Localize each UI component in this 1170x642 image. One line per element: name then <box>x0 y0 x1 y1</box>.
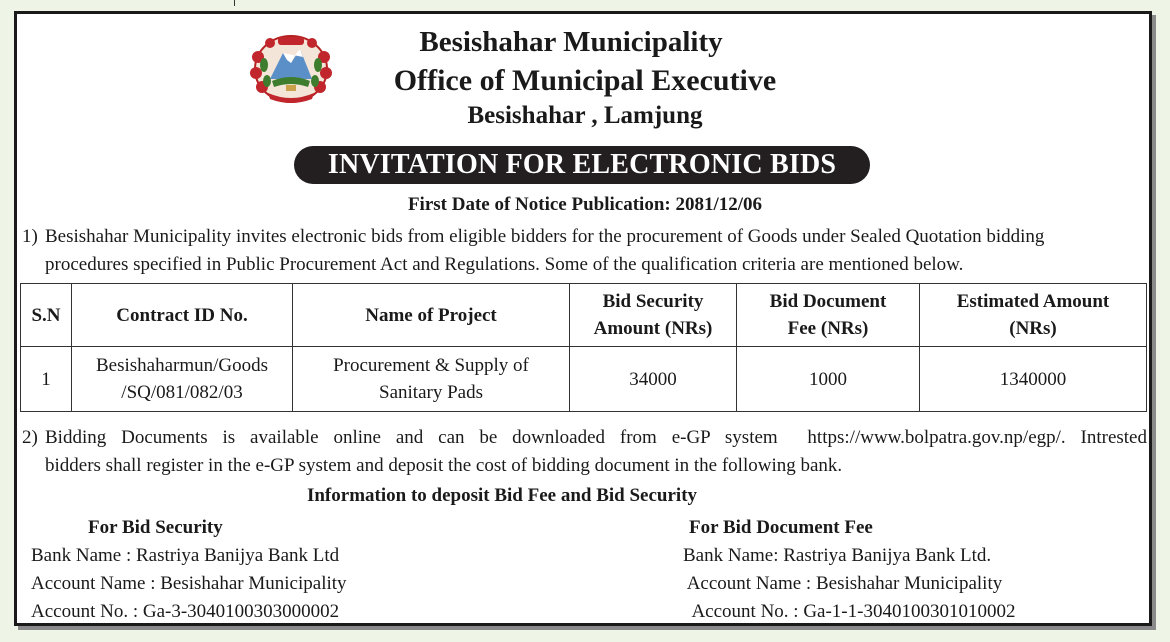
paragraph-1-line-2: procedures specified in Public Procurement Act and Regulations. Some of the qualification criteria are mentioned below. <box>45 254 964 275</box>
header-bid-security <box>570 284 737 347</box>
cell-sn: 1 <box>21 347 72 412</box>
cell-project-line-2: Sanitary Pads <box>379 382 483 403</box>
paragraph-1 <box>22 223 1147 279</box>
paragraph-2 <box>22 424 1147 480</box>
deposit-info-title: Information to deposit Bid Fee and Bid Security <box>306 485 698 506</box>
notice-title-banner: INVITATION FOR ELECTRONIC BIDS <box>294 146 870 184</box>
cell-contract-id <box>72 347 293 412</box>
doc-fee-title: For Bid Document Fee <box>689 517 873 538</box>
doc-fee-account-name: Account Name : Besishahar Municipality <box>683 573 1003 594</box>
doc-fee-bank-name: Bank Name: Rastriya Banijya Bank Ltd. <box>683 545 992 566</box>
header-estimated-line-1: Estimated Amount <box>956 291 1110 312</box>
bids-table <box>20 283 1147 412</box>
header-doc-fee-line-2: Fee (NRs) <box>787 318 869 339</box>
cell-contract-id-line-1: Besishaharmun/Goods <box>95 355 269 376</box>
header-contract-id: Contract ID No. <box>72 284 293 347</box>
bid-security-bank-info <box>31 514 347 626</box>
publication-date: First Date of Notice Publication: 2081/12/06 <box>407 194 763 215</box>
bid-security-account-name: Account Name : Besishahar Municipality <box>31 573 347 594</box>
header-project: Name of Project <box>293 284 570 347</box>
frame-shadow-bottom <box>18 626 1156 630</box>
office-name: Office of Municipal Executive <box>393 64 777 97</box>
cell-project <box>293 347 570 412</box>
header-bid-security-line-2: Amount (NRs) <box>593 318 713 339</box>
top-divider <box>234 0 235 6</box>
bid-security-title: For Bid Security <box>88 517 223 538</box>
header-doc-fee-line-1: Bid Document <box>769 291 887 312</box>
cell-contract-id-line-2: /SQ/081/082/03 <box>121 382 243 403</box>
bid-security-account-no: Account No. : Ga-3-3040100303000002 <box>31 601 340 622</box>
table-row <box>21 347 1147 412</box>
header-doc-fee <box>737 284 920 347</box>
bid-security-bank-name: Bank Name : Rastriya Banijya Bank Ltd <box>31 545 340 566</box>
paragraph-1-line-1: Besishahar Municipality invites electronic bids from eligible bidders for the procurement of Goods under Sealed Quotation bidding <box>45 226 1045 247</box>
paragraph-2-line-2: bidders shall register in the e-GP system and deposit the cost of bidding document in the following bank. <box>45 455 843 476</box>
doc-fee-bank-info <box>683 514 1015 626</box>
paragraph-2-number: 2) <box>22 427 38 448</box>
municipality-name: Besishahar Municipality <box>419 26 723 58</box>
header-estimated <box>920 284 1147 347</box>
header-bid-security-line-1: Bid Security <box>602 291 704 312</box>
cell-bid-security: 34000 <box>570 347 737 412</box>
doc-fee-account-no: Account No. : Ga-1-1-3040100301010002 <box>683 601 1016 622</box>
cell-doc-fee: 1000 <box>737 347 920 412</box>
cell-project-line-1: Procurement & Supply of <box>333 355 529 376</box>
header-sn: S.N <box>21 284 72 347</box>
paragraph-2-line-1: Bidding Documents is available online and can be downloaded from e-GP system https://www.bolpatra.gov.np/egp/. Intrested <box>45 427 1147 448</box>
paragraph-1-number: 1) <box>22 226 38 247</box>
header-estimated-line-2: (NRs) <box>1009 318 1057 339</box>
cell-estimated: 1340000 <box>920 347 1147 412</box>
office-location: Besishahar , Lamjung <box>467 102 703 129</box>
table-header-row <box>21 284 1147 347</box>
